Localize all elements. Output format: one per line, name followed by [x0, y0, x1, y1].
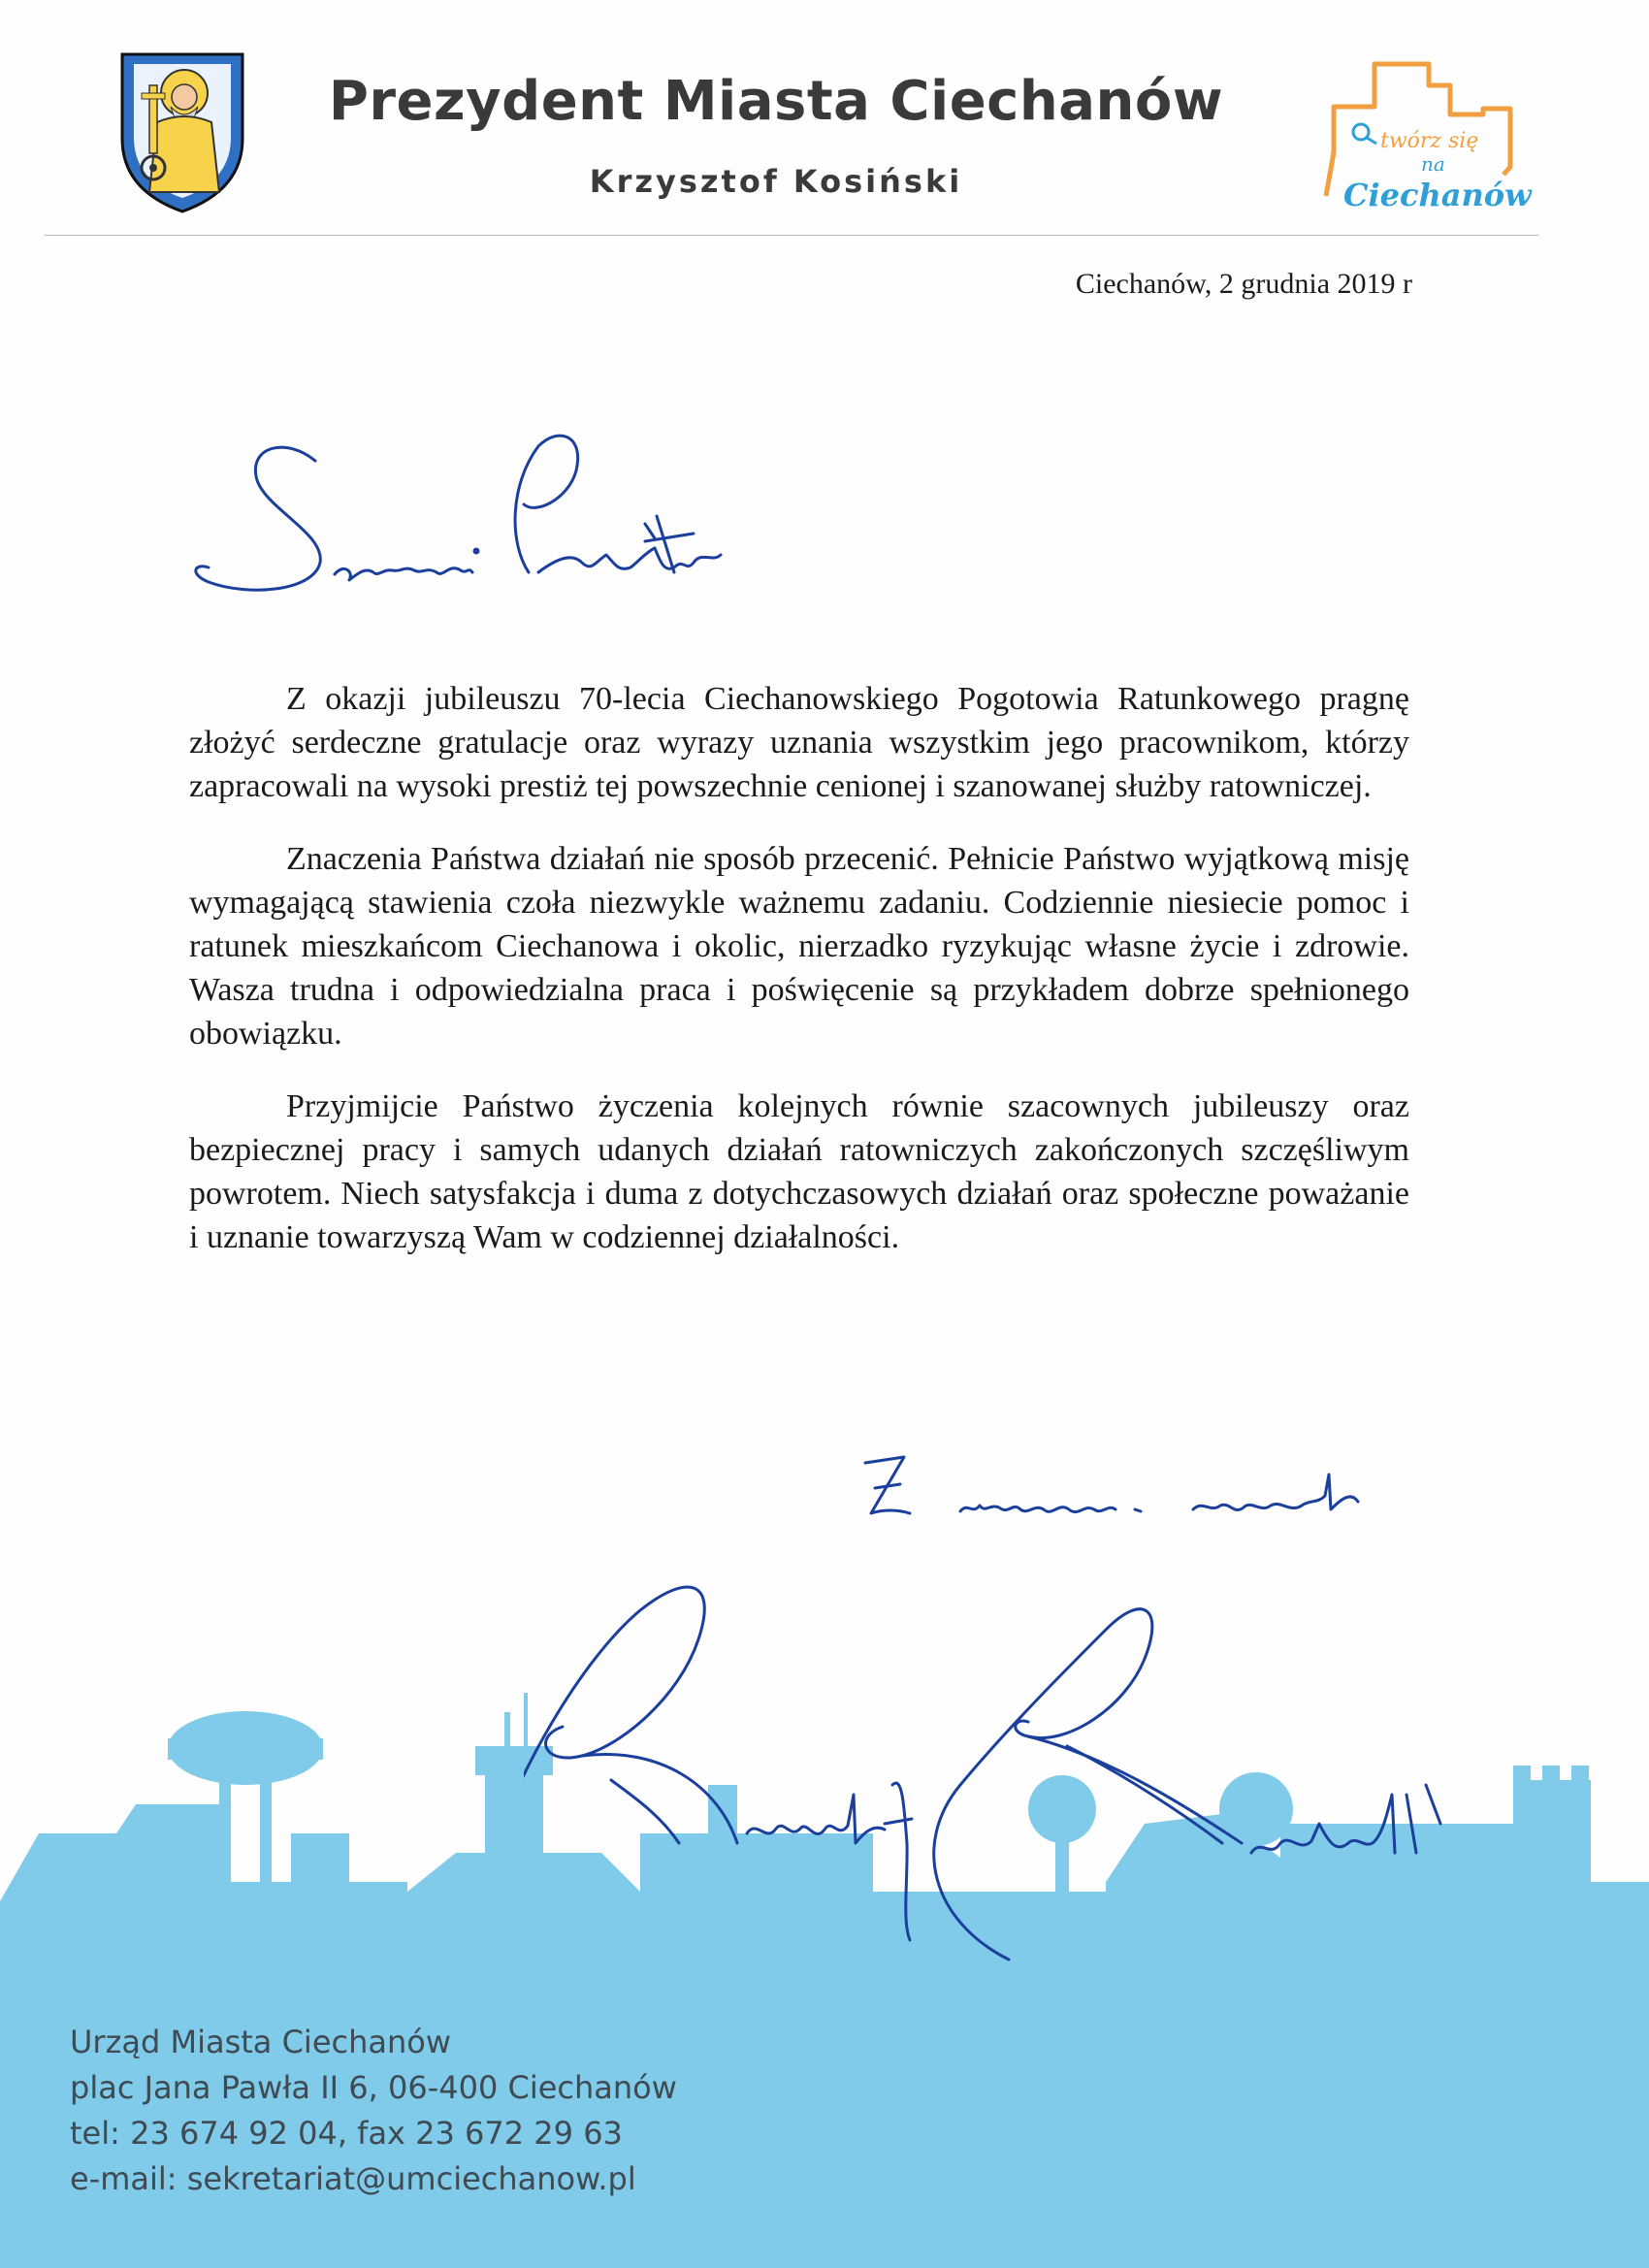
letter-date: Ciechanów, 2 grudnia 2019 r — [1075, 268, 1412, 300]
handwritten-salutation — [189, 427, 849, 601]
logo-line-1: twórz się — [1380, 129, 1479, 153]
city-crest-icon — [114, 47, 250, 213]
footer-email: e-mail: sekretariat@umciechanow.pl — [70, 2160, 636, 2197]
author-name: Krzysztof Kosiński — [589, 163, 963, 200]
handwritten-signature — [524, 1552, 1533, 2008]
page-title: Prezydent Miasta Ciechanów — [328, 70, 1224, 133]
header-divider — [45, 235, 1538, 236]
letter-paragraph: Przyjmijcie Państwo życzenia kolejnych równie szacownych jubileuszy oraz bezpiecznej pracy i samych udanych działań ratowniczych zakończonych szczęśliwym powrotem. Niech satysfakcja i duma z dotychczasowych działań oraz społeczne poważanie i uznanie towarzyszą Wam w codziennej działalności. — [189, 1088, 1409, 1255]
city-slogan-logo — [1305, 50, 1537, 225]
footer-phone: tel: 23 674 92 04, fax 23 672 29 63 — [70, 2115, 623, 2152]
footer-street: plac Jana Pawła II 6, 06-400 Ciechanów — [70, 2069, 677, 2106]
footer-office: Urząd Miasta Ciechanów — [70, 2024, 452, 2060]
logo-line-2: na — [1421, 152, 1445, 176]
logo-line-3: Ciechanów — [1343, 177, 1532, 213]
letter-paragraph: Z okazji jubileuszu 70-lecia Ciechanowskiego Pogotowia Ratunkowego pragnę złożyć serdeczne gratulacje oraz wyrazy uznania wszystkim jego pracownikom, którzy zapracowali na wysoki prestiż tej powszechnie cenionej i szanowanej służby ratowniczej. — [189, 681, 1409, 804]
handwritten-closing — [854, 1445, 1455, 1562]
letter-paragraph: Znaczenia Państwa działań nie sposób przecenić. Pełnicie Państwo wyjątkową misję wymagającą stawienia czoła niezwykle ważnemu zadaniu. Codziennie niesiecie pomoc i ratunek mieszkańcom Ciechanowa i okolic, nierzadko ryzykując własne życie i zdrowie. Wasza trudna i odpowiedzialna praca i poświęcenie są przykładem dobrze spełnionego obowiązku. — [189, 841, 1409, 1052]
letter-body — [189, 677, 1409, 1288]
footer-address — [70, 2020, 677, 2202]
